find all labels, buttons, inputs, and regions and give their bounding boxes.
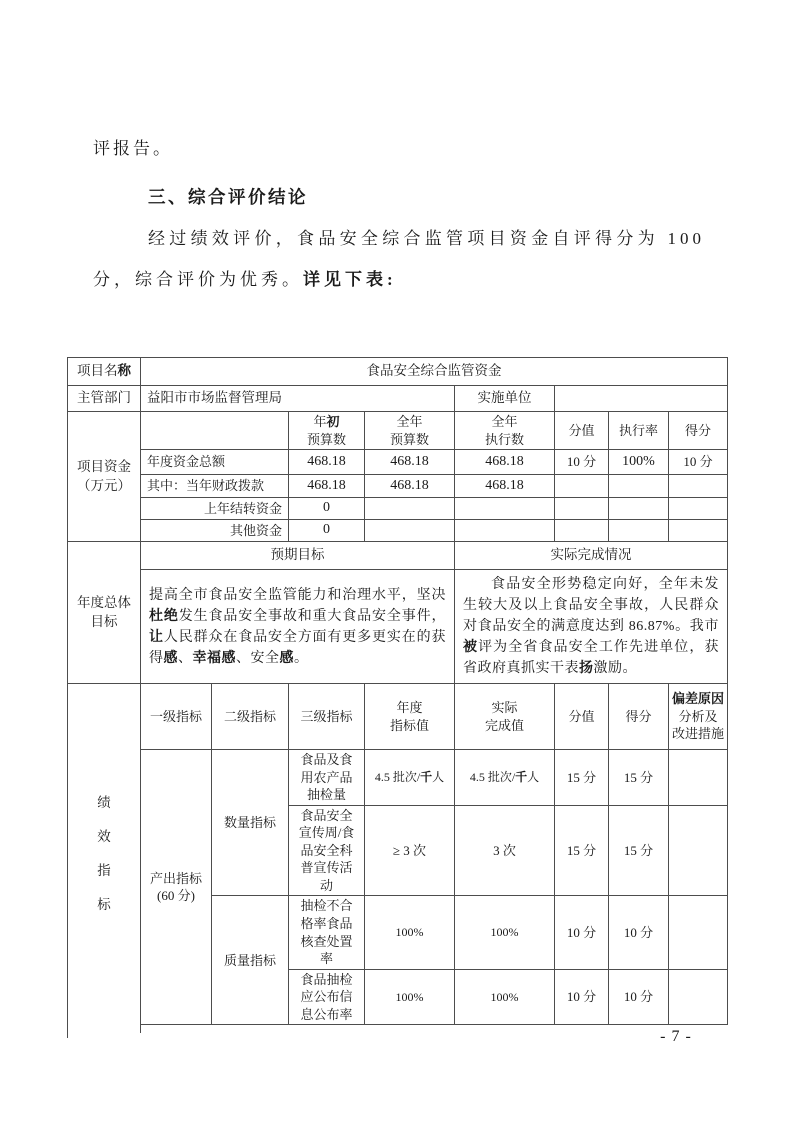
funding-cell-budget [365, 498, 455, 520]
actual-cell: 3 次 [455, 805, 555, 896]
score-cell: 10 分 [609, 896, 669, 969]
table-continuation-border-divider [140, 1025, 141, 1033]
funding-header-blank [141, 412, 289, 450]
funding-cell-budget [365, 520, 455, 542]
expected-goal-header: 预期目标 [141, 542, 455, 570]
funding-cell-initial: 468.18 [289, 450, 365, 475]
deviation-cell [669, 750, 728, 806]
funding-cell-score-value [555, 520, 609, 542]
target-cell: 100% [365, 969, 455, 1025]
table-row [68, 475, 728, 498]
perf-header-score: 得分 [609, 684, 669, 750]
perf-header-level1: 一级指标 [141, 684, 212, 750]
indicator-cell: 食品安全 宣传周/食 品安全科 普宣传活 动 [289, 805, 365, 896]
deviation-cell [669, 969, 728, 1025]
carryover-text: 评报告。 [93, 139, 173, 158]
deviation-cell [669, 896, 728, 969]
actual-cell: 100% [455, 969, 555, 1025]
target-cell: 4.5 批次/千人 [365, 750, 455, 806]
target-cell: ≥ 3 次 [365, 805, 455, 896]
funding-cell-budget: 468.18 [365, 475, 455, 498]
table-row [68, 684, 728, 750]
header-annual-budget: 全年 预算数 [365, 412, 455, 450]
perf-header-deviation: 偏差原因 分析及 改进措施 [669, 684, 728, 750]
score-cell: 15 分 [609, 805, 669, 896]
perf-header-score-value: 分值 [555, 684, 609, 750]
funding-cell-rate: 100% [609, 450, 669, 475]
score-value-cell: 10 分 [555, 896, 609, 969]
evaluation-table [67, 357, 728, 1025]
level2-indicator-label: 质量指标 [212, 896, 289, 1025]
expected-goal-text: 提高全市食品安全监管能力和治理水平，坚决杜绝发生食品安全事故和重大食品安全事件，让人民群众在食品安全方面有更多更实在的获得感、幸福感、安全感。 [141, 570, 455, 684]
funding-cell-score [669, 475, 728, 498]
funding-section-label: 项目资金 （万元） [68, 412, 141, 542]
table-row [68, 358, 728, 386]
table-row [68, 450, 728, 475]
funding-row-label: 上年结转资金 [141, 498, 289, 520]
score-value-cell: 15 分 [555, 750, 609, 806]
funding-row-label: 其他资金 [141, 520, 289, 542]
project-name-label: 项目名称 [68, 358, 141, 386]
funding-cell-execution [455, 520, 555, 542]
header-score: 得分 [669, 412, 728, 450]
evaluation-table-wrap [67, 357, 729, 1025]
actual-completion-header: 实际完成情况 [455, 542, 728, 570]
annual-goal-section-label: 年度总体 目标 [68, 542, 141, 684]
table-row [68, 412, 728, 450]
funding-cell-initial: 0 [289, 520, 365, 542]
indicator-cell: 食品及食 用农产品 抽检量 [289, 750, 365, 806]
funding-cell-initial: 468.18 [289, 475, 365, 498]
table-row [68, 542, 728, 570]
implementer-value [555, 386, 728, 412]
table-row [68, 750, 728, 806]
funding-cell-execution: 468.18 [455, 450, 555, 475]
funding-cell-rate [609, 498, 669, 520]
level1-indicator-label: 产出指标 (60 分) [141, 750, 212, 1025]
funding-row-label: 其中：当年财政拨款 [141, 475, 289, 498]
header-execution-rate: 执行率 [609, 412, 669, 450]
body-text-block [93, 128, 705, 300]
header-initial-budget: 年初 预算数 [289, 412, 365, 450]
score-value-cell: 15 分 [555, 805, 609, 896]
actual-cell: 4.5 批次/千人 [455, 750, 555, 806]
funding-cell-score [669, 498, 728, 520]
project-name-value: 食品安全综合监管资金 [141, 358, 728, 386]
funding-cell-rate [609, 520, 669, 542]
perf-header-actual-value: 实际 完成值 [455, 684, 555, 750]
funding-cell-score [669, 520, 728, 542]
implementer-label: 实施单位 [455, 386, 555, 412]
table-row [68, 498, 728, 520]
deviation-cell [669, 805, 728, 896]
section-heading: 三、综合评价结论 [148, 187, 308, 207]
header-score-value: 分值 [555, 412, 609, 450]
level2-indicator-label: 数量指标 [212, 750, 289, 896]
department-value: 益阳市市场监督管理局 [141, 386, 455, 412]
perf-header-level3: 三级指标 [289, 684, 365, 750]
table-row [68, 570, 728, 684]
perf-header-annual-target: 年度 指标值 [365, 684, 455, 750]
score-value-cell: 10 分 [555, 969, 609, 1025]
indicator-cell: 食品抽检 应公布信 息公布率 [289, 969, 365, 1025]
page-number: - 7 - [660, 1028, 692, 1045]
score-cell: 15 分 [609, 750, 669, 806]
actual-completion-text: 食品安全形势稳定向好，全年未发生较大及以上食品安全事故，人民群众对食品安全的满意度达到 86.87%。我市被评为全省食品安全工作先进单位，获省政府真抓实干表扬激励。 [455, 570, 728, 684]
funding-cell-execution: 468.18 [455, 475, 555, 498]
funding-cell-score-value [555, 475, 609, 498]
funding-cell-score-value: 10 分 [555, 450, 609, 475]
table-row [68, 520, 728, 542]
funding-cell-execution [455, 498, 555, 520]
perf-header-level2: 二级指标 [212, 684, 289, 750]
funding-cell-budget: 468.18 [365, 450, 455, 475]
score-cell: 10 分 [609, 969, 669, 1025]
header-annual-execution: 全年 执行数 [455, 412, 555, 450]
funding-cell-initial: 0 [289, 498, 365, 520]
department-label: 主管部门 [68, 386, 141, 412]
funding-cell-rate [609, 475, 669, 498]
target-cell: 100% [365, 896, 455, 969]
table-row [68, 386, 728, 412]
intro-paragraph: 经过绩效评价，食品安全综合监管项目资金自评得分为 100 分，综合评价为优秀。详见下表: [93, 229, 705, 289]
indicator-cell: 抽检不合 格率食品 核查处置 率 [289, 896, 365, 969]
funding-row-label: 年度资金总额 [141, 450, 289, 475]
actual-cell: 100% [455, 896, 555, 969]
table-continuation-border-left [67, 1025, 68, 1038]
funding-cell-score: 10 分 [669, 450, 728, 475]
performance-section-label: 绩 效 指 标 [68, 684, 141, 1025]
funding-cell-score-value [555, 498, 609, 520]
